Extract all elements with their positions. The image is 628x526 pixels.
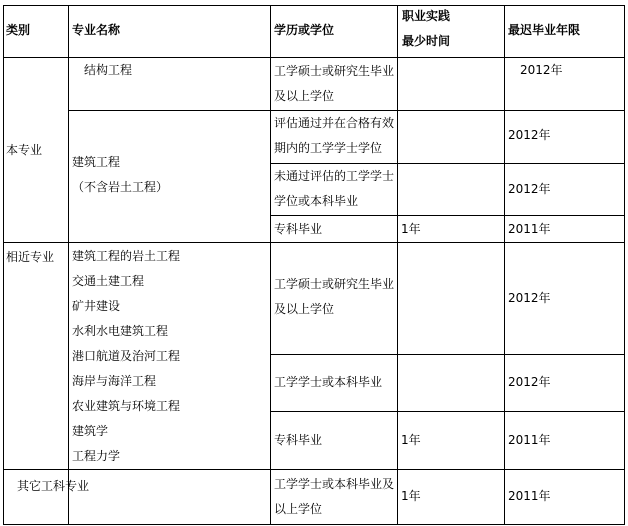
category-main: 本专业: [6, 143, 43, 157]
list-item: 农业建筑与环境工程: [72, 399, 181, 413]
major-construction-note: （不含岩土工程）: [72, 180, 169, 194]
degree-line: 未通过评估的工学学士: [274, 169, 395, 183]
list-item: 矿井建设: [72, 299, 121, 313]
header-category: 类别: [6, 23, 31, 37]
degree-line: 期内的工学学士学位: [274, 141, 383, 155]
year-cell: 2012年: [508, 182, 551, 196]
list-item: 海岸与海洋工程: [72, 374, 157, 388]
list-item: 港口航道及治河工程: [72, 349, 181, 363]
practice-cell: 1年: [401, 489, 421, 503]
header-major-name: 专业名称: [72, 23, 121, 37]
year-cell: 2012年: [508, 291, 551, 305]
category-related: 相近专业: [6, 250, 55, 264]
header-practice-line2: 最少时间: [402, 34, 451, 48]
degree-cell: 专科毕业: [274, 433, 323, 447]
degree-line: 评估通过并在合格有效: [274, 116, 395, 130]
degree-cell: 工学学士或本科毕业: [274, 375, 383, 389]
year-cell: 2011年: [508, 222, 551, 236]
degree-cell: [274, 164, 394, 214]
list-item: 水利水电建筑工程: [72, 324, 169, 338]
year-cell: 2012年: [520, 63, 563, 77]
major-structural: 结构工程: [84, 63, 133, 77]
list-item: 建筑学: [72, 424, 109, 438]
practice-cell: 1年: [401, 222, 421, 236]
list-item: 建筑工程的岩土工程: [72, 249, 181, 263]
related-major-list: [72, 244, 180, 469]
degree-line: 工学硕士或研究生毕业: [274, 277, 395, 291]
degree-line: 工学硕士或研究生毕业: [274, 64, 395, 78]
list-item: 工程力学: [72, 449, 121, 463]
degree-line: 学位或本科毕业: [274, 194, 359, 208]
degree-cell: [274, 111, 394, 161]
header-latest-grad: 最迟毕业年限: [508, 23, 581, 37]
header-degree: 学历或学位: [274, 23, 335, 37]
header-practice-line1: 职业实践: [402, 9, 451, 23]
degree-cell: [274, 272, 394, 322]
degree-line: 及以上学位: [274, 89, 335, 103]
year-cell: 2012年: [508, 128, 551, 142]
practice-cell: 1年: [401, 433, 421, 447]
degree-cell: [274, 472, 394, 522]
year-cell: 2012年: [508, 375, 551, 389]
degree-line: 及以上学位: [274, 302, 335, 316]
list-item: 交通土建工程: [72, 274, 145, 288]
major-construction: 建筑工程: [72, 155, 121, 169]
degree-cell: [274, 59, 394, 109]
year-cell: 2011年: [508, 433, 551, 447]
degree-line: 工学学士或本科毕业及: [274, 477, 395, 491]
category-other: 其它工科专业: [17, 479, 90, 493]
degree-cell: 专科毕业: [274, 222, 323, 236]
year-cell: 2011年: [508, 489, 551, 503]
degree-line: 以上学位: [274, 502, 323, 516]
